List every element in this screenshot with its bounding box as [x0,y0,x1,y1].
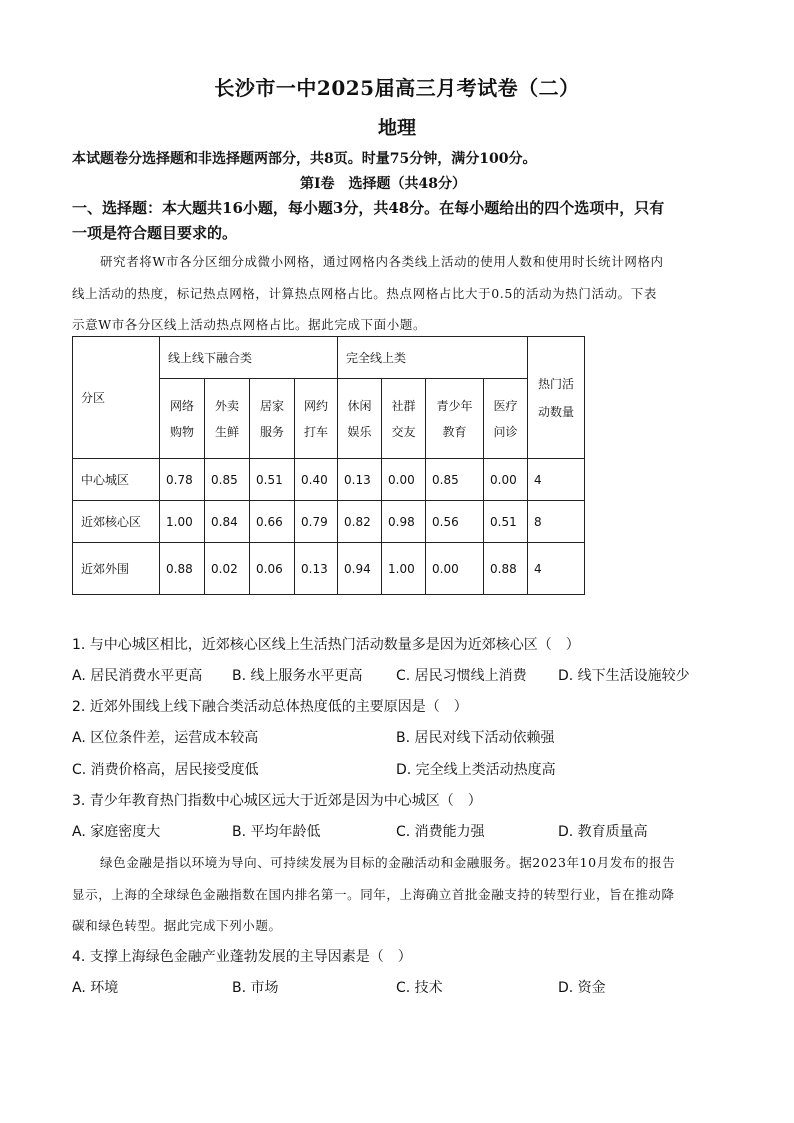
passage1-line2: 线上活动的热度，标记热点网格，计算热点网格占比。热点网格占比大于0.5的活动为热门活动。下表 [72,286,657,301]
table-row [73,543,585,595]
subheader-line: 服务 [259,424,284,439]
hotspot-table [72,336,585,595]
value-cell: 0.78 [160,459,205,501]
question-1-option-c[interactable]: C. 居民习惯线上消费 [396,668,527,684]
value-cell: 0.85 [426,459,484,501]
value-cell: 0.66 [250,501,295,543]
group-header-fully-online: 完全线上类 [338,337,528,379]
value-cell: 0.84 [205,501,250,543]
subheader-line: 青少年 [436,398,473,413]
subheader-cell [484,379,528,459]
subheader-line: 社群 [391,398,416,413]
question-4-option-c[interactable]: C. 技术 [396,980,443,996]
exam-title: 长沙市一中2025届高三月考试卷（二） [214,76,580,100]
value-cell: 0.82 [338,501,382,543]
passage1-line1: 研究者将W市各分区细分成微小网格，通过网格内各类线上活动的使用人数和使用时长统计网格内 [100,254,664,269]
question-1-stem: 1. 与中心城区相比，近郊核心区线上生活热门活动数量多是因为近郊核心区（ ） [72,637,580,653]
subheader-line: 购物 [169,424,194,439]
exam-intro: 本试题卷分选择题和非选择题两部分，共8页。时量75分钟，满分100分。 [72,151,537,167]
value-cell: 0.88 [484,543,528,595]
subheader-line: 外卖 [214,398,239,413]
question-3-stem: 3. 青少年教育热门指数中心城区远大于近郊是因为中心城区（ ） [72,793,482,809]
question-3-option-a[interactable]: A. 家庭密度大 [72,824,161,840]
part-title: 第Ⅰ卷 选择题（共48分） [300,176,467,192]
section-instruction-line1: 一、选择题：本大题共16小题，每小题3分，共48分。在每小题给出的四个选项中，只有 [72,199,665,217]
subheader-cell [426,379,484,459]
hot-count-cell: 8 [528,501,585,543]
value-cell: 0.56 [426,501,484,543]
col-region-header: 分区 [73,337,160,459]
question-4-option-b[interactable]: B. 市场 [232,980,279,996]
question-2-stem: 2. 近郊外围线上线下融合类活动总体热度低的主要原因是（ ） [72,699,468,715]
subheader-cell [205,379,250,459]
value-cell: 0.02 [205,543,250,595]
passage2-line1: 绿色金融是指以环境为导向、可持续发展为目标的金融活动和金融服务。据2023年10月发布的报告 [100,855,676,870]
question-2-option-a[interactable]: A. 区位条件差，运营成本较高 [72,730,259,746]
subheader-line: 生鲜 [214,424,239,439]
value-cell: 0.40 [295,459,338,501]
question-4-option-d[interactable]: D. 资金 [558,980,606,996]
question-2-option-c[interactable]: C. 消费价格高，居民接受度低 [72,762,259,778]
passage2-line2: 显示，上海的全球绿色金融指数在国内排名第一。同年，上海确立首批金融支持的转型行业，旨在推动降 [72,887,675,902]
value-cell: 0.98 [382,501,426,543]
table-row [73,459,585,501]
subheader-cell [160,379,205,459]
value-cell: 0.51 [484,501,528,543]
question-1-option-b[interactable]: B. 线上服务水平更高 [232,668,363,684]
value-cell: 1.00 [382,543,426,595]
question-2-option-d[interactable]: D. 完全线上类活动热度高 [396,762,556,778]
subheader-line: 休闲 [347,398,372,413]
question-3-option-d[interactable]: D. 教育质量高 [558,824,648,840]
value-cell: 0.79 [295,501,338,543]
value-cell: 1.00 [160,501,205,543]
value-cell: 0.06 [250,543,295,595]
subheader-line: 打车 [303,424,328,439]
col-hot-count-header [528,337,585,459]
value-cell: 0.00 [426,543,484,595]
question-1-option-a[interactable]: A. 居民消费水平更高 [72,668,203,684]
value-cell: 0.51 [250,459,295,501]
group-header-online-offline: 线上线下融合类 [160,337,338,379]
value-cell: 0.13 [295,543,338,595]
question-1-option-d[interactable]: D. 线下生活设施较少 [558,668,690,684]
question-2-option-b[interactable]: B. 居民对线下活动依赖强 [396,730,555,746]
value-cell: 0.00 [382,459,426,501]
subheader-line: 医疗 [493,398,518,413]
region-cell: 中心城区 [73,459,160,501]
passage2-line3: 碳和绿色转型。据此完成下列小题。 [72,918,282,933]
value-cell: 0.00 [484,459,528,501]
question-3-option-b[interactable]: B. 平均年龄低 [232,824,321,840]
value-cell: 0.88 [160,543,205,595]
subheader-line: 居家 [259,398,284,413]
hot-count-cell: 4 [528,459,585,501]
region-cell: 近郊外围 [73,543,160,595]
region-cell: 近郊核心区 [73,501,160,543]
value-cell: 0.13 [338,459,382,501]
col-hot-count-label-2: 动数量 [537,404,574,419]
subheader-cell [295,379,338,459]
subheader-line: 娱乐 [347,424,372,439]
question-3-option-c[interactable]: C. 消费能力强 [396,824,485,840]
col-hot-count-label-1: 热门活 [537,376,574,391]
subheader-cell [382,379,426,459]
subheader-cell [338,379,382,459]
subheader-line: 交友 [391,424,416,439]
value-cell: 0.85 [205,459,250,501]
subheader-line: 问诊 [493,424,518,439]
question-4-option-a[interactable]: A. 环境 [72,980,119,996]
subject-title: 地理 [377,117,416,139]
value-cell: 0.94 [338,543,382,595]
hot-count-cell: 4 [528,543,585,595]
subheader-cell [250,379,295,459]
subheader-line: 网约 [303,398,328,413]
subheader-line: 教育 [442,424,467,439]
section-instruction-line2: 一项是符合题目要求的。 [72,224,238,242]
subheader-line: 网络 [169,398,194,413]
table-row [73,501,585,543]
question-4-stem: 4. 支撑上海绿色金融产业蓬勃发展的主导因素是（ ） [72,949,412,965]
passage1-line3: 示意W市各分区线上活动热点网格占比。据此完成下面小题。 [72,317,427,332]
